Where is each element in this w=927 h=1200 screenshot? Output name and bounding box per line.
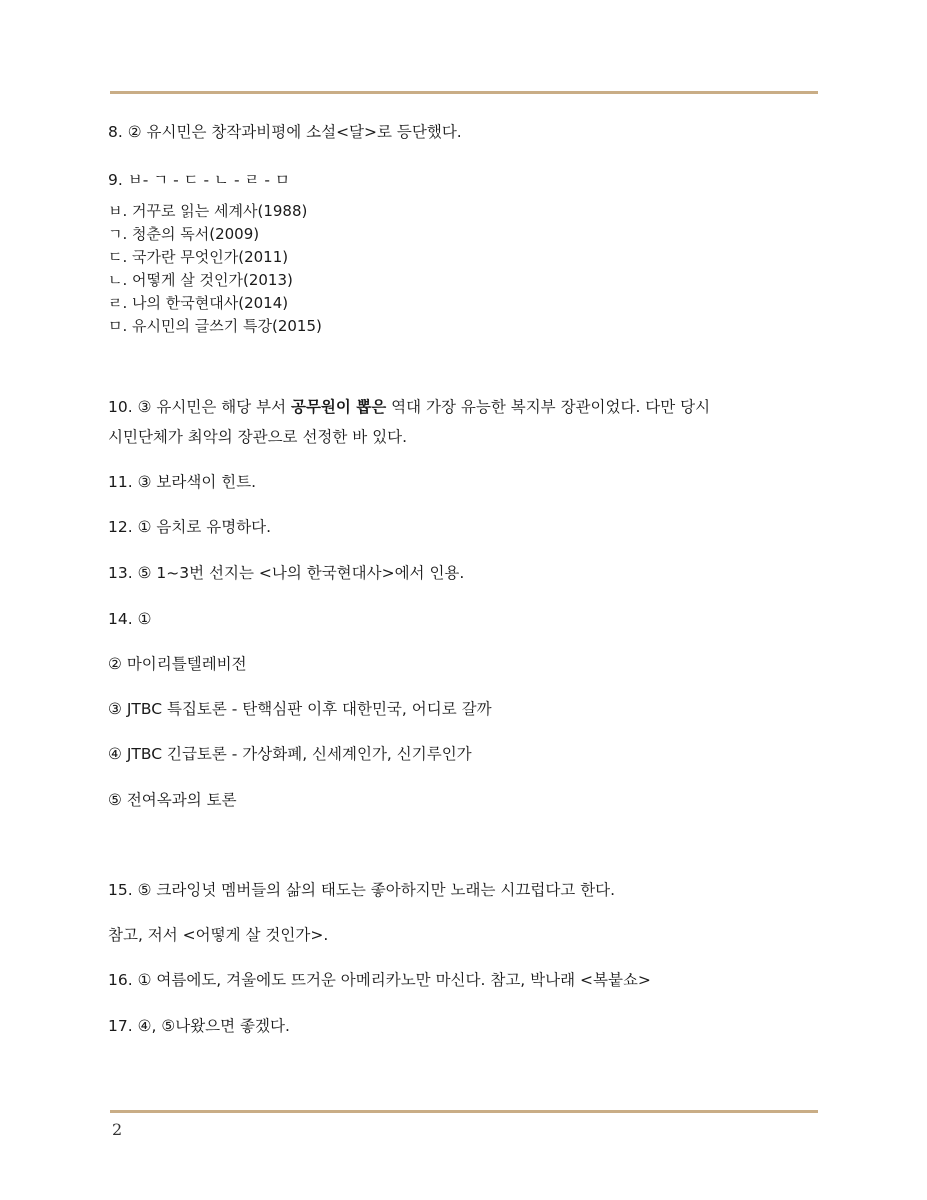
answer-10	[108, 397, 710, 417]
answer-11: 11. ③ 보라색이 힌트.	[108, 473, 257, 491]
answer-9-item: ㅁ. 유시민의 글쓰기 특강(2015)	[108, 317, 322, 335]
answer-9-item: ㅂ. 거꾸로 읽는 세계사(1988)	[108, 202, 308, 220]
answer-14: 14. ①	[108, 610, 152, 628]
answer-10-text: 역대 가장 유능한 복지부 장관이었다. 다만 당시	[386, 398, 711, 416]
answer-10-text: 10. ③ 유시민은 해당 부서	[108, 398, 291, 416]
answer-17: 17. ④, ⑤나왔으면 좋겠다.	[108, 1017, 290, 1035]
answer-9-item: ㄱ. 청춘의 독서(2009)	[108, 225, 260, 243]
answer-8: 8. ② 유시민은 창작과비평에 소설<달>로 등단했다.	[108, 123, 462, 141]
answer-10-emphasis: 공무원이 뽑은	[290, 398, 387, 416]
answer-14-option: ⑤ 전여옥과의 토론	[108, 791, 237, 809]
answer-12: 12. ① 음치로 유명하다.	[108, 518, 272, 536]
answer-15-note: 참고, 저서 <어떻게 살 것인가>.	[108, 926, 329, 944]
answer-14-option: ④ JTBC 긴급토론 - 가상화폐, 신세계인가, 신기루인가	[108, 745, 472, 763]
answer-9-item: ㄴ. 어떻게 살 것인가(2013)	[108, 271, 293, 289]
answer-13: 13. ⑤ 1~3번 선지는 <나의 한국현대사>에서 인용.	[108, 564, 465, 582]
footer-rule	[110, 1110, 818, 1113]
header-rule	[110, 91, 818, 94]
answer-10-continued: 시민단체가 최악의 장관으로 선정한 바 있다.	[108, 428, 408, 446]
page-number: 2	[112, 1120, 123, 1139]
answer-14-option: ② 마이리틀텔레비전	[108, 655, 247, 673]
answer-16: 16. ① 여름에도, 겨울에도 뜨거운 아메리카노만 마신다. 참고, 박나래 <복붙쇼>	[108, 971, 651, 989]
answer-9-item: ㄹ. 나의 한국현대사(2014)	[108, 294, 289, 312]
answer-14-option: ③ JTBC 특집토론 - 탄핵심판 이후 대한민국, 어디로 갈까	[108, 700, 492, 718]
answer-9-item: ㄷ. 국가란 무엇인가(2011)	[108, 248, 289, 266]
answer-9: 9. ㅂ- ㄱ - ㄷ - ㄴ - ㄹ - ㅁ	[108, 171, 290, 189]
answer-15: 15. ⑤ 크라잉넛 멤버들의 삶의 태도는 좋아하지만 노래는 시끄럽다고 한다.	[108, 881, 616, 899]
